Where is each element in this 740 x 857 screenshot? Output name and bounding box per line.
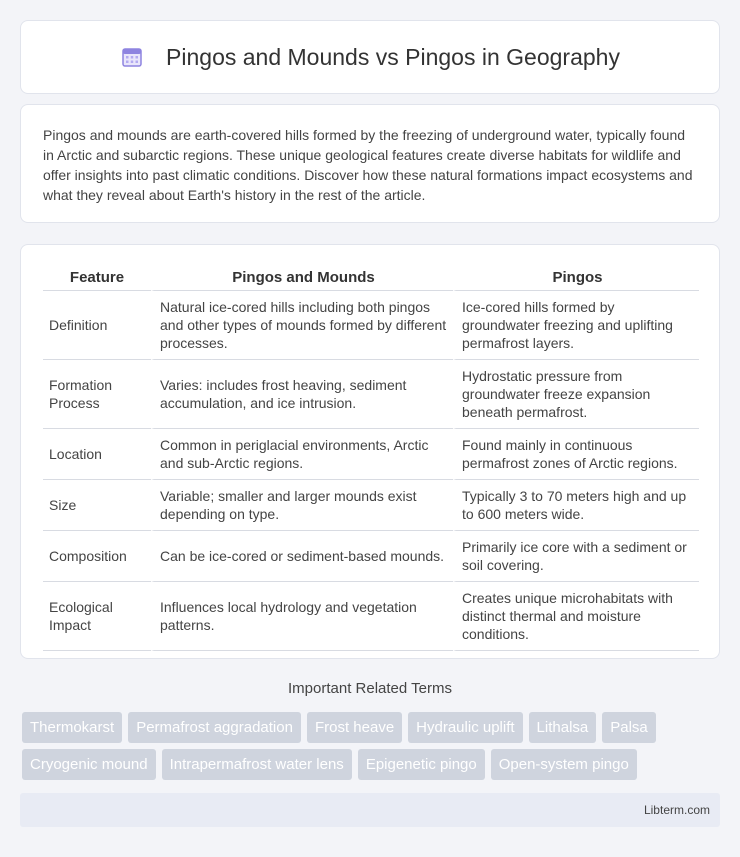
comparison-table bbox=[43, 265, 699, 651]
related-term-tag[interactable]: Hydraulic uplift bbox=[408, 712, 522, 743]
related-term-tag[interactable]: Open-system pingo bbox=[491, 749, 637, 780]
footer bbox=[20, 793, 720, 827]
pingos-cell: Creates unique microhabitats with distinct thermal and moisture conditions. bbox=[453, 582, 699, 651]
pingos-cell: Primarily ice core with a sediment or soil covering. bbox=[453, 531, 699, 582]
related-term-tag[interactable]: Intrapermafrost water lens bbox=[162, 749, 352, 780]
related-term-tag[interactable]: Epigenetic pingo bbox=[358, 749, 485, 780]
table-row bbox=[43, 291, 699, 360]
pingos-and-mounds-cell: Influences local hydrology and vegetation patterns. bbox=[151, 582, 453, 651]
header-card bbox=[20, 20, 720, 94]
column-header-feature: Feature bbox=[43, 265, 151, 291]
pingos-cell: Hydrostatic pressure from groundwater freeze expansion beneath permafrost. bbox=[453, 360, 699, 429]
table-header-row bbox=[43, 265, 699, 291]
column-header-pingos: Pingos bbox=[453, 265, 699, 291]
comparison-table-card bbox=[20, 244, 720, 659]
pingos-and-mounds-cell: Natural ice-cored hills including both pingos and other types of mounds formed by different processes. bbox=[151, 291, 453, 360]
calendar-icon bbox=[120, 45, 144, 69]
feature-cell: Size bbox=[43, 480, 151, 531]
feature-cell: Formation Process bbox=[43, 360, 151, 429]
table-row bbox=[43, 480, 699, 531]
table-row bbox=[43, 429, 699, 480]
pingos-and-mounds-cell: Varies: includes frost heaving, sediment accumulation, and ice intrusion. bbox=[151, 360, 453, 429]
related-terms-list bbox=[22, 712, 722, 780]
pingos-cell: Typically 3 to 70 meters high and up to 600 meters wide. bbox=[453, 480, 699, 531]
feature-cell: Location bbox=[43, 429, 151, 480]
page-title: Pingos and Mounds vs Pingos in Geography bbox=[166, 43, 620, 70]
related-term-tag[interactable]: Cryogenic mound bbox=[22, 749, 156, 780]
related-term-tag[interactable]: Frost heave bbox=[307, 712, 402, 743]
column-header-pingos-and-mounds: Pingos and Mounds bbox=[151, 265, 453, 291]
pingos-cell: Ice-cored hills formed by groundwater freezing and uplifting permafrost layers. bbox=[453, 291, 699, 360]
table-row bbox=[43, 531, 699, 582]
pingos-and-mounds-cell: Can be ice-cored or sediment-based mounds. bbox=[151, 531, 453, 582]
feature-cell: Composition bbox=[43, 531, 151, 582]
table-row bbox=[43, 360, 699, 429]
related-term-tag[interactable]: Thermokarst bbox=[22, 712, 122, 743]
feature-cell: Ecological Impact bbox=[43, 582, 151, 651]
related-terms-title: Important Related Terms bbox=[288, 680, 452, 697]
intro-text: Pingos and mounds are earth-covered hills formed by the freezing of underground water, typically found in Arctic and subarctic regions. These unique geological features create diverse habitats for wildlife and offer insights into past climatic conditions. Discover how these natural formations impact ecosystems and what they reveal about Earth's history in the rest of the article. bbox=[43, 127, 693, 203]
related-term-tag[interactable]: Palsa bbox=[602, 712, 656, 743]
related-term-tag[interactable]: Lithalsa bbox=[529, 712, 597, 743]
intro-card bbox=[20, 104, 720, 223]
feature-cell: Definition bbox=[43, 291, 151, 360]
table-row bbox=[43, 582, 699, 651]
related-term-tag[interactable]: Permafrost aggradation bbox=[128, 712, 301, 743]
pingos-and-mounds-cell: Common in periglacial environments, Arctic and sub-Arctic regions. bbox=[151, 429, 453, 480]
footer-site-link[interactable]: Libterm.com bbox=[643, 803, 710, 817]
pingos-cell: Found mainly in continuous permafrost zones of Arctic regions. bbox=[453, 429, 699, 480]
pingos-and-mounds-cell: Variable; smaller and larger mounds exist depending on type. bbox=[151, 480, 453, 531]
